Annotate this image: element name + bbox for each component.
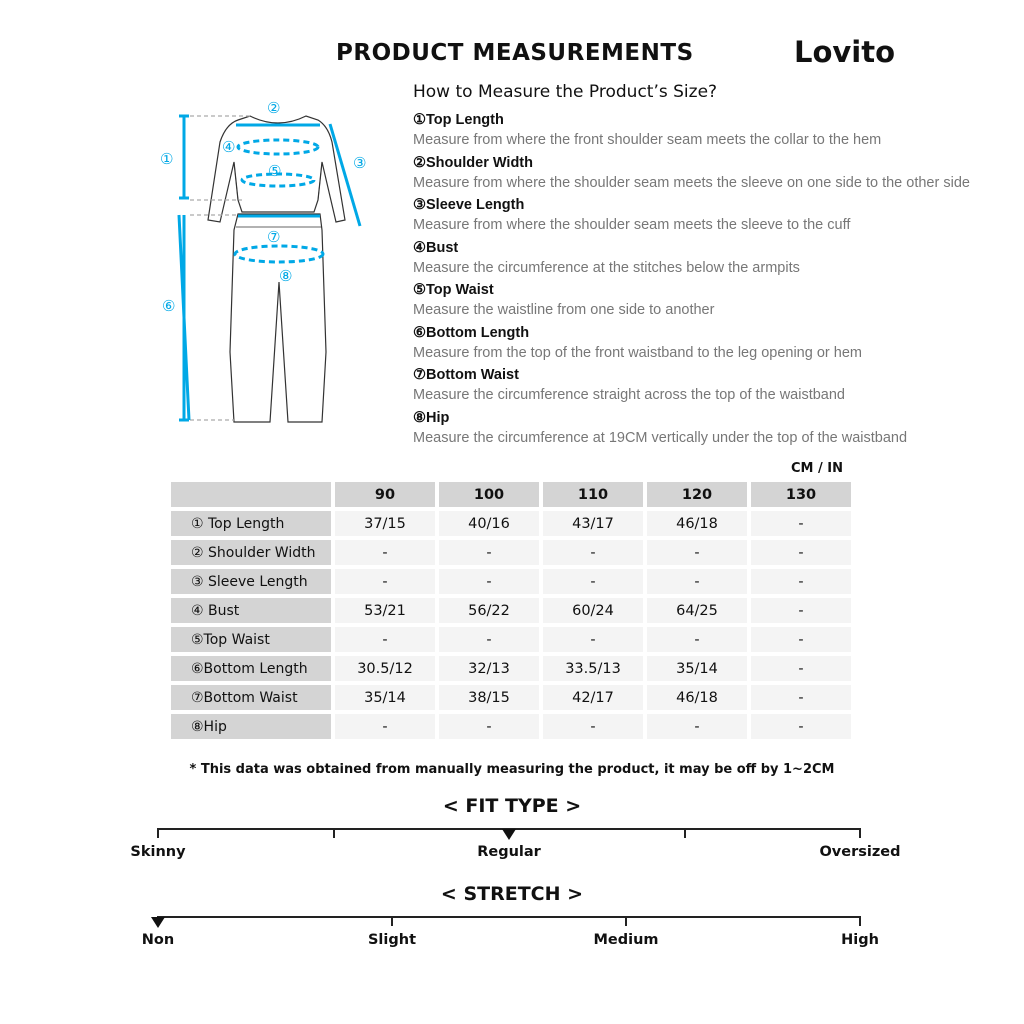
row-label: ⑤Top Waist <box>171 627 331 652</box>
scale-tick <box>391 916 393 926</box>
table-cell: - <box>439 714 539 739</box>
table-cell: - <box>647 627 747 652</box>
row-label: ② Shoulder Width <box>171 540 331 565</box>
table-cell: - <box>751 598 851 623</box>
scale-tick <box>333 828 335 838</box>
table-cell: - <box>751 656 851 681</box>
size-header: 130 <box>751 482 851 507</box>
table-cell: - <box>647 540 747 565</box>
table-cell: - <box>647 714 747 739</box>
table-cell: 32/13 <box>439 656 539 681</box>
measure-name: ⑦Bottom Waist <box>413 367 519 383</box>
table-cell: 60/24 <box>543 598 643 623</box>
table-cell: - <box>543 714 643 739</box>
table-cell: - <box>439 569 539 594</box>
table-row <box>171 511 851 536</box>
table-cell: - <box>751 511 851 536</box>
measure-name: ⑧Hip <box>413 409 450 426</box>
row-label: ⑦Bottom Waist <box>171 685 331 710</box>
row-label: ⑥Bottom Length <box>171 656 331 681</box>
unit-label: CM / IN <box>791 461 843 476</box>
measure-item <box>413 280 973 321</box>
scale-tick <box>859 916 861 926</box>
table-cell: 43/17 <box>543 511 643 536</box>
table-cell: 64/25 <box>647 598 747 623</box>
table-cell: - <box>335 714 435 739</box>
table-cell: - <box>751 540 851 565</box>
table-cell: - <box>751 714 851 739</box>
row-label: ④ Bust <box>171 598 331 623</box>
table-cell: 30.5/12 <box>335 656 435 681</box>
table-cell: 37/15 <box>335 511 435 536</box>
measure-item <box>413 195 973 236</box>
scale-label: Skinny <box>130 844 186 860</box>
table-cell: - <box>335 569 435 594</box>
table-row <box>171 656 851 681</box>
scale-label: Non <box>141 932 175 948</box>
measure-desc: Measure the circumference at 19CM vertically under the top of the waistband <box>413 429 908 446</box>
scale-tick <box>684 828 686 838</box>
table-cell: 46/18 <box>647 685 747 710</box>
marker-6: ⑥ <box>162 297 176 315</box>
measure-name: ③Sleeve Length <box>413 197 525 213</box>
bust-ellipse <box>238 140 318 154</box>
measure-item <box>413 365 973 406</box>
table-cell: 33.5/13 <box>543 656 643 681</box>
fit-type-title: < FIT TYPE > <box>442 795 582 817</box>
table-cell: - <box>335 540 435 565</box>
table-cell: 56/22 <box>439 598 539 623</box>
measure-desc: Measure from where the front shoulder seam meets the collar to the hem <box>413 132 882 148</box>
row-label: ③ Sleeve Length <box>171 569 331 594</box>
table-cell: 35/14 <box>335 685 435 710</box>
table-row <box>171 714 851 739</box>
brand-logo: Lovito <box>794 35 896 69</box>
measure-name: ⑥Bottom Length <box>413 324 530 341</box>
table-row <box>171 598 851 623</box>
marker-3: ③ <box>353 154 367 172</box>
hip-ellipse <box>235 246 323 262</box>
selected-marker-icon <box>151 917 165 928</box>
bottom-length-line <box>179 215 189 420</box>
table-cell: - <box>751 627 851 652</box>
marker-2: ② <box>267 99 281 117</box>
scale-tick <box>859 828 861 838</box>
top-length-line <box>179 116 189 198</box>
disclaimer-note: * This data was obtained from manually measuring the product, it may be off by 1~2CM <box>189 762 835 777</box>
marker-8: ⑧ <box>279 267 293 285</box>
marker-5: ⑤ <box>268 162 282 180</box>
scale-label: Regular <box>477 844 541 860</box>
measure-desc: Measure from where the shoulder seam meets the sleeve to the cuff <box>413 217 851 233</box>
measure-desc: Measure the waistline from one side to another <box>413 302 715 318</box>
table-cell: - <box>439 627 539 652</box>
measure-name: ⑤Top Waist <box>413 282 494 298</box>
marker-1: ① <box>160 150 174 168</box>
row-label: ⑧Hip <box>171 714 331 739</box>
table-row <box>171 569 851 594</box>
size-header: 120 <box>647 482 747 507</box>
table-cell: 35/14 <box>647 656 747 681</box>
how-to-measure-section <box>413 82 973 450</box>
table-cell: - <box>751 569 851 594</box>
table-cell: - <box>543 627 643 652</box>
scale-label: Slight <box>367 932 417 948</box>
marker-4: ④ <box>222 138 236 156</box>
measure-desc: Measure from where the shoulder seam meets the sleeve on one side to the other side <box>413 174 970 191</box>
table-row <box>171 685 851 710</box>
table-cell: - <box>647 569 747 594</box>
table-cell: - <box>335 627 435 652</box>
page-title: PRODUCT MEASUREMENTS <box>336 40 694 66</box>
table-cell: - <box>751 685 851 710</box>
measure-item <box>413 153 973 194</box>
table-row <box>171 540 851 565</box>
table-cell: 42/17 <box>543 685 643 710</box>
table-cell: 40/16 <box>439 511 539 536</box>
table-cell: - <box>543 569 643 594</box>
table-row <box>171 627 851 652</box>
size-table <box>167 478 855 743</box>
table-header-row <box>171 482 851 507</box>
table-corner-cell <box>171 482 331 507</box>
scale-label: High <box>841 932 879 948</box>
measure-desc: Measure the circumference straight across the top of the waistband <box>413 387 845 403</box>
measure-item <box>413 110 973 151</box>
measure-desc: Measure the circumference at the stitches below the armpits <box>413 259 800 276</box>
size-header: 100 <box>439 482 539 507</box>
scale-label: Oversized <box>819 844 901 860</box>
how-to-measure-title: How to Measure the Product’s Size? <box>413 82 718 102</box>
measure-item <box>413 408 973 449</box>
scale-line <box>158 916 860 918</box>
size-header: 90 <box>335 482 435 507</box>
marker-7: ⑦ <box>267 228 281 246</box>
outfit-diagram <box>150 92 380 432</box>
scale-tick <box>625 916 627 926</box>
scale-label: Medium <box>593 932 659 948</box>
scale-tick <box>157 828 159 838</box>
stretch-title: < STRETCH > <box>440 883 584 905</box>
measure-item <box>413 238 973 279</box>
measure-name: ②Shoulder Width <box>413 154 533 171</box>
selected-marker-icon <box>502 829 516 840</box>
table-cell: - <box>439 540 539 565</box>
sleeve-length-line <box>330 124 360 226</box>
measure-item <box>413 323 973 364</box>
table-cell: 46/18 <box>647 511 747 536</box>
measure-name: ④Bust <box>413 239 459 256</box>
row-label: ① Top Length <box>171 511 331 536</box>
table-cell: 53/21 <box>335 598 435 623</box>
size-header: 110 <box>543 482 643 507</box>
table-cell: - <box>543 540 643 565</box>
table-cell: 38/15 <box>439 685 539 710</box>
measure-desc: Measure from the top of the front waistband to the leg opening or hem <box>413 344 862 361</box>
measurement-illustration <box>150 92 380 432</box>
measure-name: ①Top Length <box>413 112 504 128</box>
